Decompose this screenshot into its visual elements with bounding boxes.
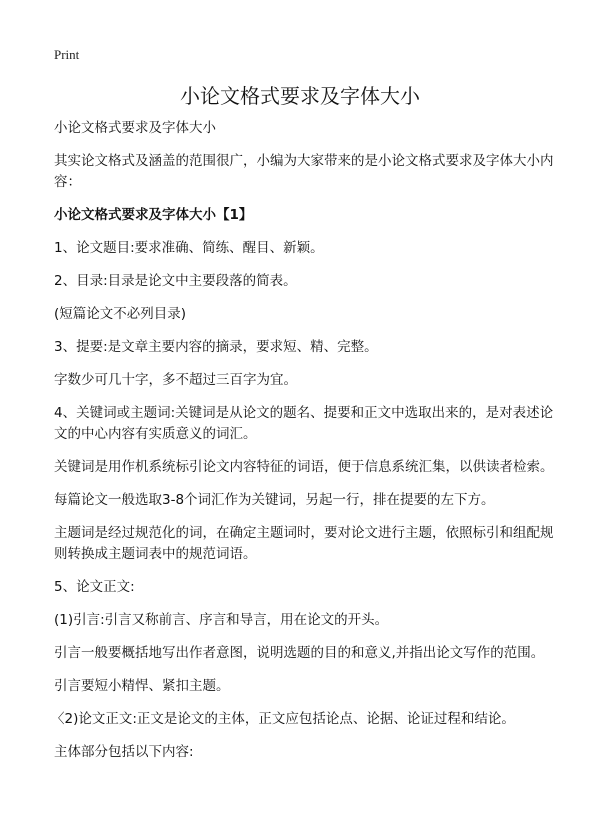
paragraph-subject-terms: 主题词是经过规范化的词，在确定主题词时，要对论文进行主题，依照标引和组配规则转换成主题词表中的规范词语。 — [54, 525, 554, 562]
paragraph-wordcount: 字数少可几十字，多不超过三百字为宜。 — [54, 372, 297, 388]
document-body — [51, 118, 560, 775]
section-heading: 小论文格式要求及字体大小【1】 — [54, 207, 253, 223]
paragraph-item-5: 5、论文正文: — [54, 579, 135, 595]
paragraph-introduction-brief: 引言要短小精悍、紧扣主题。 — [54, 678, 230, 694]
page-title: 小论文格式要求及字体大小 — [180, 84, 420, 108]
paragraph-main-text: 〈2)论文正文:正文是论文的主体，正文应包括论点、论据、论证过程和结论。 — [51, 711, 515, 727]
paragraph-item-2: 2、目录:目录是论文中主要段落的简表。 — [54, 273, 297, 289]
paragraph-item-3: 3、提要:是文章主要内容的摘录，要求短、精、完整。 — [54, 339, 378, 355]
paragraph-introduction-detail: 引言一般要概括地写出作者意图，说明选题的目的和意义,并指出论文写作的范围。 — [54, 645, 545, 661]
paragraph-main-content: 主体部分包括以下内容: — [54, 744, 194, 760]
paragraph-introduction: (1)引言:引言又称前言、序言和导言，用在论文的开头。 — [54, 612, 389, 628]
paragraph-keywords: 关键词是用作机系统标引论文内容特征的词语，便于信息系统汇集，以供读者检索。 — [54, 459, 554, 475]
print-label: Print — [54, 47, 80, 62]
paragraph-item-1: 1、论文题目:要求准确、简练、醒目、新颖。 — [54, 240, 324, 256]
paragraph-item-4: 4、关键词或主题词:关键词是从论文的题名、提要和正文中选取出来的，是对表述论文的中心内容有实质意义的词汇。 — [54, 405, 554, 442]
paragraph-note: (短篇论文不必列目录) — [54, 306, 187, 322]
paragraph-intro: 其实论文格式及涵盖的范围很广，小编为大家带来的是小论文格式要求及字体大小内容： — [54, 153, 554, 190]
paragraph-keyword-count: 每篇论文一般选取3-8个词汇作为关键词，另起一行，排在提要的左下方。 — [54, 492, 495, 508]
paragraph-subtitle: 小论文格式要求及字体大小 — [54, 120, 216, 136]
